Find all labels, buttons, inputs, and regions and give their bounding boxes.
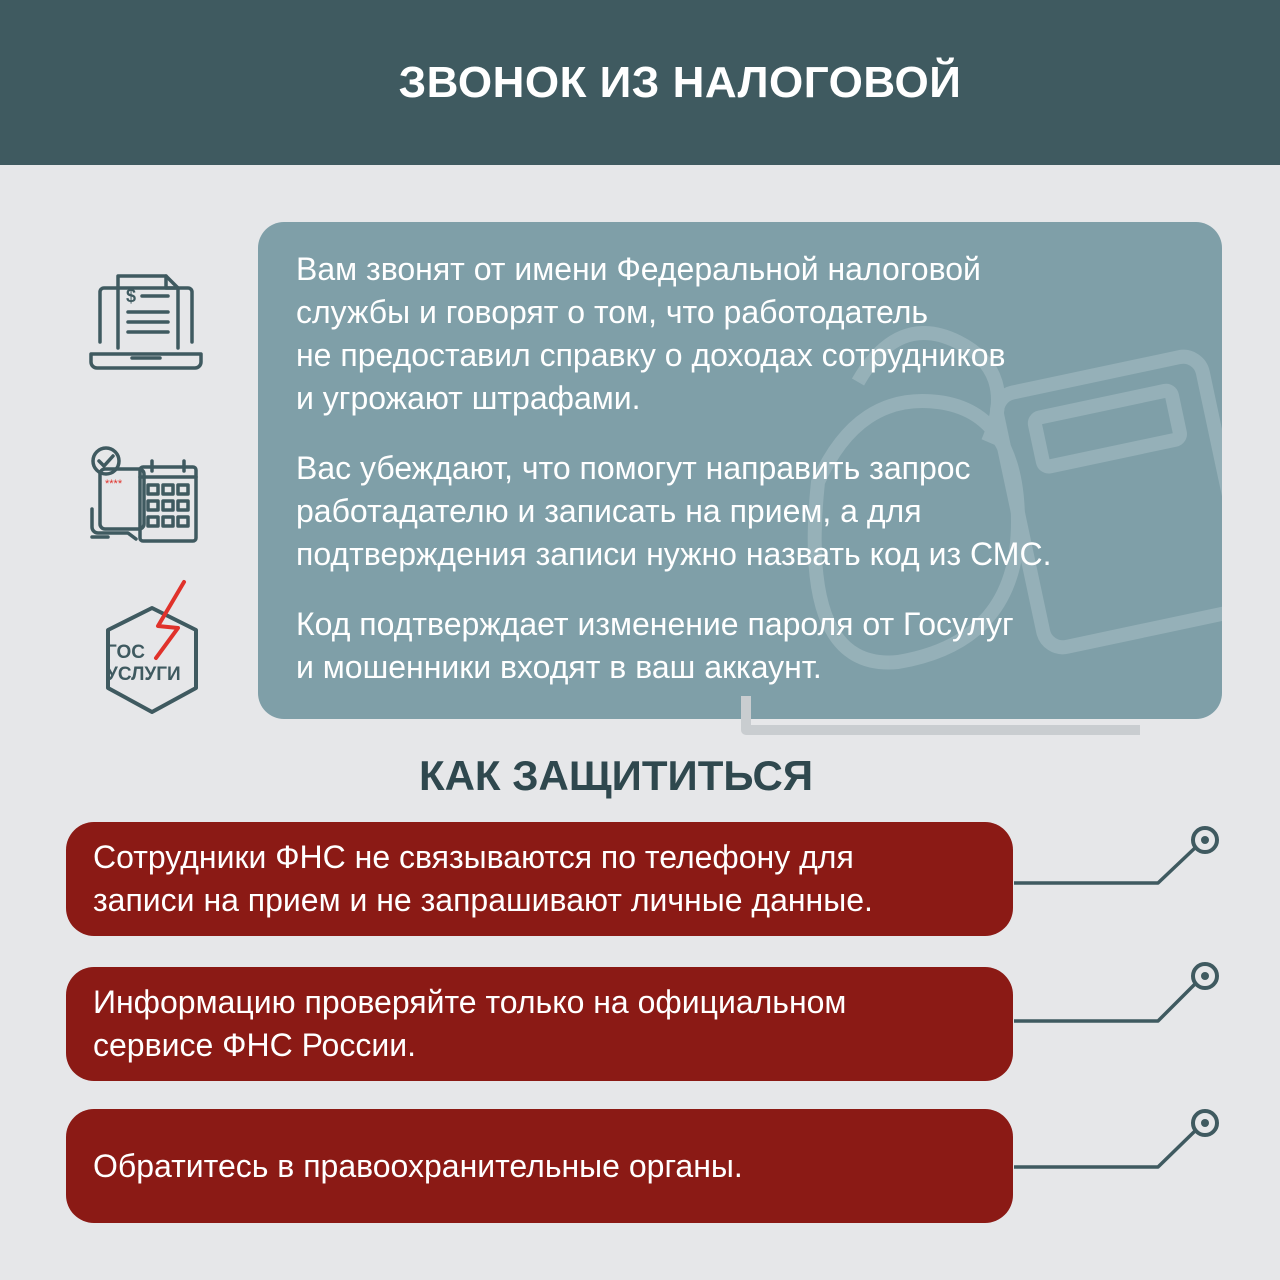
tip-card (66, 967, 1013, 1081)
gosuslugi-label-line1: ГОС (106, 642, 146, 663)
tip-card (66, 822, 1013, 936)
connector-line-icon (1010, 1103, 1240, 1173)
info-paragraph: Вам звонят от имени Федеральной налоговой службы и говорят о том, что работодатель не предоставил справку о доходах сотрудников и угрожают штрафами. (296, 251, 1006, 416)
page-title: ЗВОНОК ИЗ НАЛОГОВОЙ (398, 57, 962, 107)
tip-text: Сотрудники ФНС не связываются по телефону для записи на прием и не запрашивают личные данные. (93, 839, 873, 918)
password-mask-text: **** (105, 478, 123, 490)
gosuslugi-label-line2: УСЛУГИ (106, 664, 181, 685)
info-card (258, 222, 1222, 719)
laptop-document-icon (88, 270, 204, 379)
header-bar (0, 0, 1280, 165)
connector-line-icon (1010, 956, 1240, 1026)
tip-text: Обратитесь в правоохранительные органы. (93, 1147, 743, 1184)
watermark-base-icon (740, 690, 1160, 750)
info-paragraph: Код подтверждает изменение пароля от Госулуг и мошенники входят в ваш аккаунт. (296, 606, 1014, 685)
section-title: КАК ЗАЩИТИТЬСЯ (418, 752, 814, 799)
tip-text: Информацию проверяйте только на официальном сервисе ФНС России. (93, 984, 847, 1063)
gosuslugi-hack-icon (98, 578, 206, 723)
tip-card (66, 1109, 1013, 1223)
connector-line-icon (1010, 820, 1240, 890)
svg-text:$: $ (126, 286, 137, 306)
phone-calendar-icon (88, 445, 200, 552)
info-paragraph: Вас убеждают, что помогут направить запрос работадателю и записать на прием, а для подтверждения записи нужно назвать код из СМС. (296, 450, 1052, 572)
